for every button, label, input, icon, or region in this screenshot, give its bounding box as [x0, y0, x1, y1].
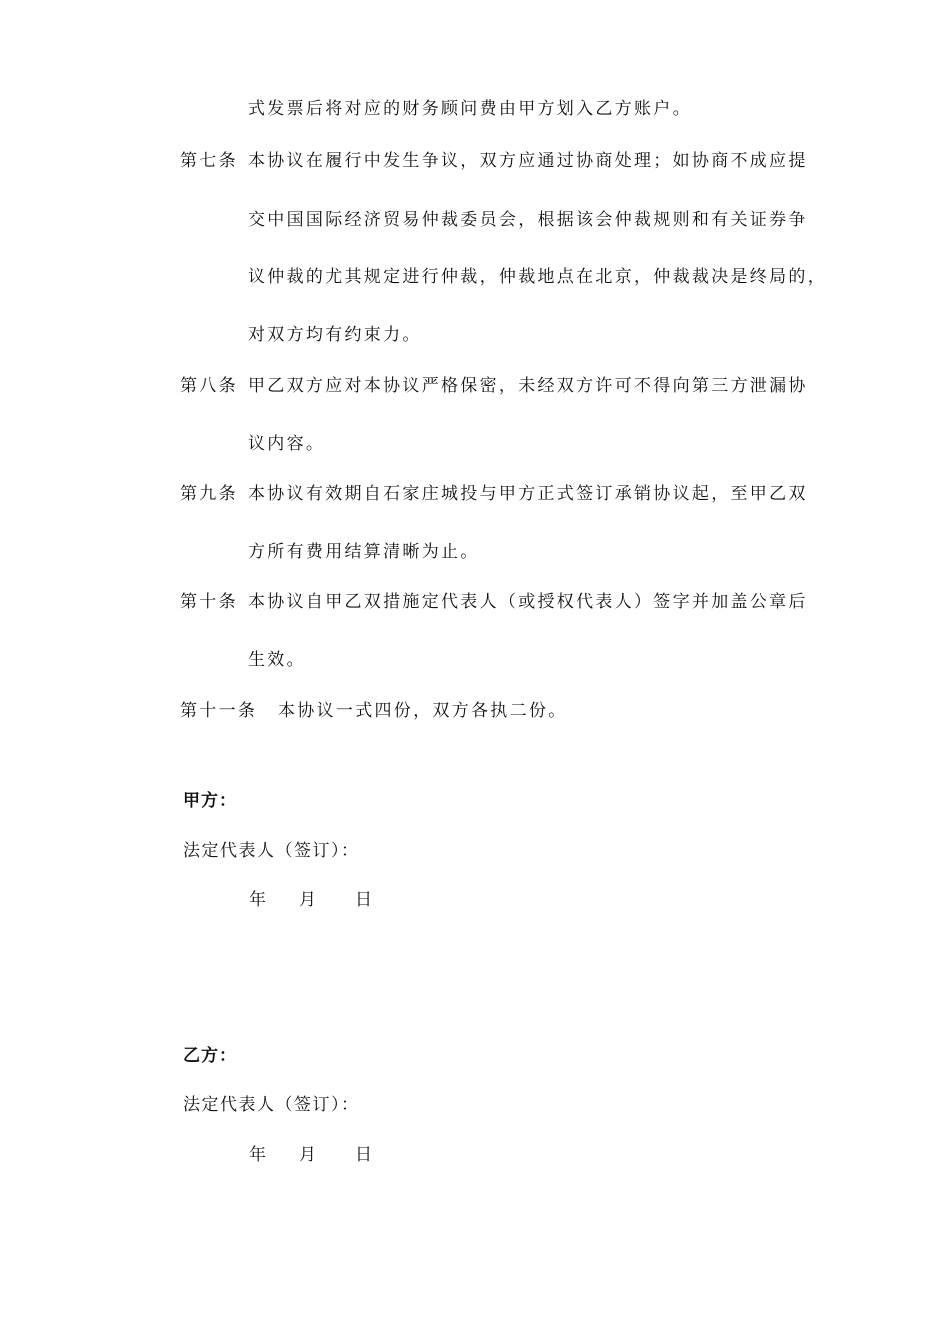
party-a-month: 月	[299, 890, 316, 910]
article-8-line-2: 议内容。	[248, 434, 326, 454]
party-b-label: 乙方：	[183, 1046, 237, 1066]
article-8	[180, 376, 808, 396]
article-7-number: 第七条	[180, 151, 238, 171]
article-7-line-2: 交中国国际经济贸易仲裁委员会，根据该会仲裁规则和有关证券争	[248, 210, 808, 230]
article-7	[180, 151, 808, 171]
party-a-representative-line: 法定代表人（签订）：	[183, 841, 360, 861]
article-10-number: 第十条	[180, 592, 238, 612]
article-10	[180, 592, 808, 612]
article-11-number: 第十一条	[180, 701, 258, 721]
party-b-representative-line: 法定代表人（签订）：	[183, 1095, 360, 1115]
article-7-line-1: 本协议在履行中发生争议，双方应通过协商处理；如协商不成应提	[248, 151, 808, 171]
party-a-day: 日	[355, 890, 372, 910]
article-7-line-3: 议仲裁的尤其规定进行仲裁，仲裁地点在北京，仲裁裁决是终局的，	[248, 267, 827, 287]
article-8-line-1: 甲乙双方应对本协议严格保密，未经双方许可不得向第三方泄漏协	[248, 376, 808, 396]
article-10-line-2: 生效。	[248, 650, 306, 670]
party-a-label: 甲方：	[183, 791, 237, 811]
article-9-line-1: 本协议有效期自石家庄城投与甲方正式签订承销协议起，至甲乙双	[248, 484, 808, 504]
article-11-line-1: 本协议一式四份，双方各执二份。	[278, 701, 568, 721]
party-b-day: 日	[355, 1145, 372, 1165]
party-a-year: 年	[249, 890, 266, 910]
article-7-line-4: 对双方均有约束力。	[248, 325, 422, 345]
article-9	[180, 484, 808, 504]
clause-6-continuation: 式发票后将对应的财务顾问费由甲方划入乙方账户。	[248, 99, 692, 119]
article-8-number: 第八条	[180, 376, 238, 396]
article-10-line-1: 本协议自甲乙双措施定代表人（或授权代表人）签字并加盖公章后	[248, 592, 808, 612]
article-11	[180, 701, 568, 721]
article-9-line-2: 方所有费用结算清晰为止。	[248, 542, 480, 562]
party-b-month: 月	[299, 1145, 316, 1165]
article-9-number: 第九条	[180, 484, 238, 504]
party-b-year: 年	[249, 1145, 266, 1165]
